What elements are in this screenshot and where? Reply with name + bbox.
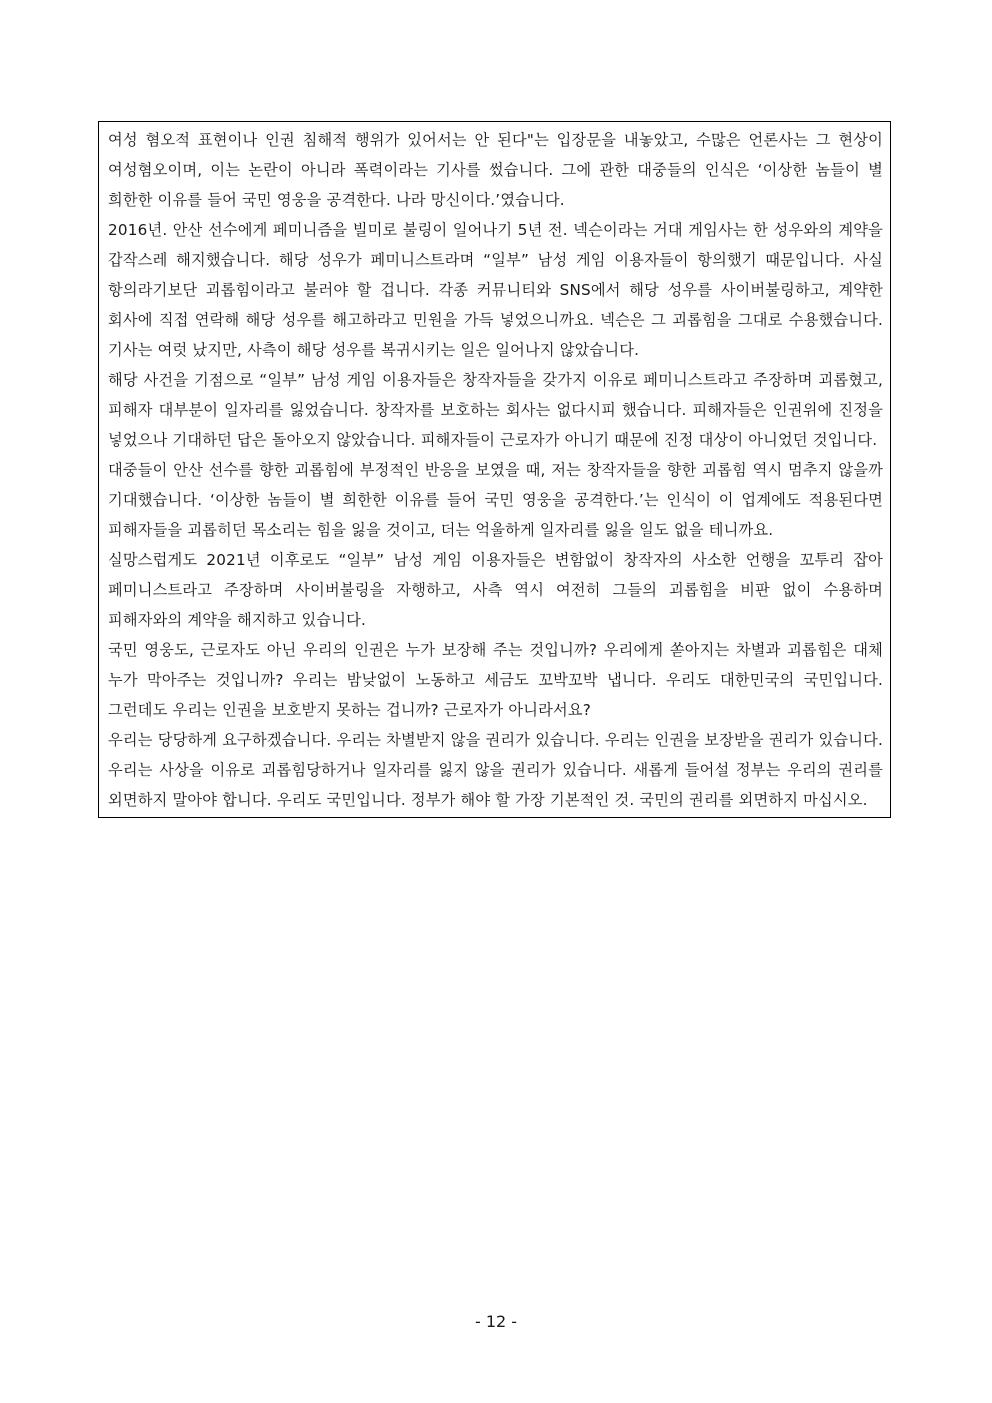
paragraph-2: 2016년. 안산 선수에게 페미니즘을 빌미로 불링이 일어나기 5년 전. 넥슨이라는 거대 게임사는 한 성우와의 계약을 갑작스레 해지했습니다. 해당 성우가 페미니스트라며 “일부” 남성 게임 이용자들이 항의했기 때문입니다. 사실 항의라기보단 괴롭힘이라고 불러야 할 겁니다. 각종 커뮤니티와 SNS에서 해당 성우를 사이버불링하고, 계약한 회사에 직접 연락해 해당 성우를 해고하라고 민원을 가득 넣었으니까요. 넥슨은 그 괴롭힘을 그대로 수용했습니다. 기사는 여럿 났지만, 사측이 해당 성우를 복귀시키는 일은 일어나지 않았습니다. [108,221,883,359]
paragraph-3: 해당 사건을 기점으로 “일부” 남성 게임 이용자들은 창작자들을 갖가지 이유로 페미니스트라고 주장하며 괴롭혔고, 피해자 대부분이 일자리를 잃었습니다. 창작자를 보호하는 회사는 없다시피 했습니다. 피해자들은 인권위에 진정을 넣었으나 기대하던 답은 돌아오지 않았습니다. 피해자들이 근로자가 아니기 때문에 진정 대상이 아니었던 것입니다. [108,371,883,449]
paragraph-1: 여성 혐오적 표현이나 인권 침해적 행위가 있어서는 안 된다"는 입장문을 내놓았고, 수많은 언론사는 그 현상이 여성혐오이며, 이는 논란이 아니라 폭력이라는 기사를 썼습니다. 그에 관한 대중들의 인식은 ‘이상한 놈들이 별 희한한 이유를 들어 국민 영웅을 공격한다. 나라 망신이다.’였습니다. [108,131,883,209]
paragraph-5: 실망스럽게도 2021년 이후로도 “일부” 남성 게임 이용자들은 변함없이 창작자의 사소한 언행을 꼬투리 잡아 페미니스트라고 주장하며 사이버불링을 자행하고, 사측 역시 여전히 그들의 괴롭힘을 비판 없이 수용하며 피해자와의 계약을 해지하고 있습니다. [108,551,883,629]
bordered-text-box [98,121,891,818]
paragraph-7: 우리는 당당하게 요구하겠습니다. 우리는 차별받지 않을 권리가 있습니다. 우리는 인권을 보장받을 권리가 있습니다. 우리는 사상을 이유로 괴롭힘당하거나 일자리를 잃지 않을 권리가 있습니다. 새롭게 들어설 정부는 우리의 권리를 외면하지 말아야 합니다. 우리도 국민입니다. 정부가 해야 할 가장 기본적인 것. 국민의 권리를 외면하지 마십시오. [108,731,883,809]
paragraph-4: 대중들이 안산 선수를 향한 괴롭힘에 부정적인 반응을 보였을 때, 저는 창작자들을 향한 괴롭힘 역시 멈추지 않을까 기대했습니다. ‘이상한 놈들이 별 희한한 이유를 들어 국민 영웅을 공격한다.’는 인식이 이 업계에도 적용된다면 피해자들을 괴롭히던 목소리는 힘을 잃을 것이고, 더는 억울하게 일자리를 잃을 일도 없을 테니까요. [108,461,883,539]
paragraph-6: 국민 영웅도, 근로자도 아닌 우리의 인권은 누가 보장해 주는 것입니까? 우리에게 쏟아지는 차별과 괴롭힘은 대체 누가 막아주는 것입니까? 우리는 밤낮없이 노동하고 세금도 꼬박꼬박 냅니다. 우리도 대한민국의 국민입니다. 그런데도 우리는 인권을 보호받지 못하는 겁니까? 근로자가 아니라서요? [108,641,883,719]
page-number: - 12 - [474,1312,518,1331]
